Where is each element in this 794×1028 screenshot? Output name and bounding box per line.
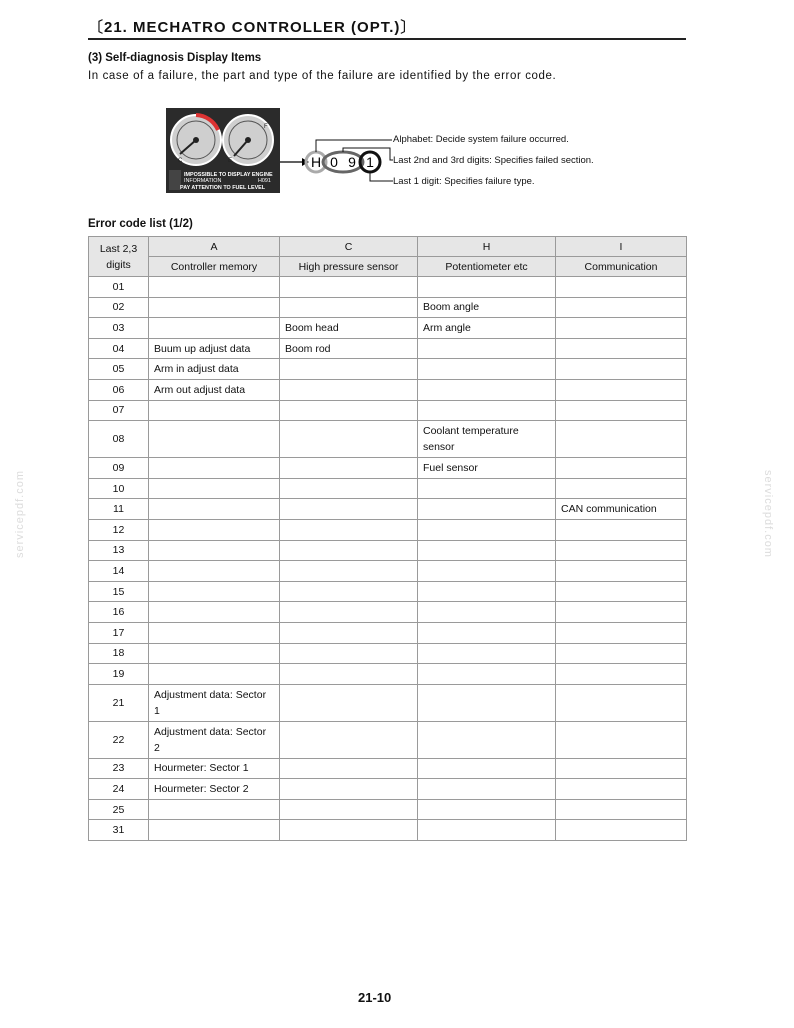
failure-cell [280, 602, 418, 623]
failure-cell: Fuel sensor [418, 458, 556, 479]
svg-text:E: E [228, 158, 233, 164]
failure-cell [556, 779, 687, 800]
table-row [89, 458, 687, 479]
failure-cell: Buum up adjust data [149, 338, 280, 359]
table-row [89, 799, 687, 820]
failure-cell [280, 758, 418, 779]
table-row [89, 540, 687, 561]
failure-cell [418, 643, 556, 664]
column-name-i: Communication [556, 257, 687, 277]
failure-cell [149, 820, 280, 841]
failure-cell [280, 799, 418, 820]
error-code-cell: 08 [89, 421, 149, 458]
error-code-cell: 04 [89, 338, 149, 359]
failure-cell [418, 499, 556, 520]
failure-cell [149, 499, 280, 520]
column-letter-i: I [556, 237, 687, 257]
failure-cell [418, 820, 556, 841]
column-letter-c: C [280, 237, 418, 257]
failure-cell [556, 519, 687, 540]
failure-cell [418, 684, 556, 721]
failure-cell [149, 277, 280, 298]
page-header [88, 14, 686, 40]
error-code-cell: 23 [89, 758, 149, 779]
callout-section-digits: Last 2nd and 3rd digits: Specifies failed section. [393, 155, 594, 166]
table-row [89, 820, 687, 841]
failure-cell [149, 799, 280, 820]
failure-cell: Hourmeter: Sector 2 [149, 779, 280, 800]
corner-label-line1: Last 2,3 [99, 242, 138, 255]
corner-header [89, 237, 149, 277]
code-char-2: 0 [330, 154, 338, 170]
failure-cell [556, 561, 687, 582]
failure-cell [149, 400, 280, 421]
error-code-cell: 09 [89, 458, 149, 479]
callout-type-digit: Last 1 digit: Specifies failure type. [393, 176, 535, 187]
failure-cell [149, 478, 280, 499]
failure-cell [556, 540, 687, 561]
column-letter-h: H [418, 237, 556, 257]
failure-cell: Arm out adjust data [149, 379, 280, 400]
failure-cell [556, 277, 687, 298]
table-row [89, 721, 687, 758]
failure-cell [149, 561, 280, 582]
error-code-table [88, 236, 687, 841]
failure-cell [280, 458, 418, 479]
failure-cell [418, 721, 556, 758]
failure-cell [149, 622, 280, 643]
table-row [89, 581, 687, 602]
table-row [89, 561, 687, 582]
intro-text: In case of a failure, the part and type of the failure are identified by the error code. [88, 70, 557, 82]
failure-cell [556, 458, 687, 479]
error-code-cell: 03 [89, 318, 149, 339]
failure-cell [556, 359, 687, 380]
column-letter-a: A [149, 237, 280, 257]
failure-cell [280, 379, 418, 400]
table-row [89, 622, 687, 643]
failure-cell [418, 602, 556, 623]
error-code-cell: 11 [89, 499, 149, 520]
table-row [89, 499, 687, 520]
failure-cell [280, 684, 418, 721]
failure-cell [556, 799, 687, 820]
section-digits-ring [323, 152, 363, 172]
column-name-a: Controller memory [149, 257, 280, 277]
column-name-h: Potentiometer etc [418, 257, 556, 277]
failure-cell [556, 684, 687, 721]
table-row [89, 779, 687, 800]
failure-cell [556, 643, 687, 664]
failure-cell: Adjustment data: Sector 2 [149, 721, 280, 758]
table-row [89, 338, 687, 359]
failure-cell [149, 458, 280, 479]
failure-cell [556, 664, 687, 685]
failure-cell [280, 421, 418, 458]
error-code-cell: 13 [89, 540, 149, 561]
error-code-cell: 24 [89, 779, 149, 800]
failure-cell [556, 338, 687, 359]
column-name-c: High pressure sensor [280, 257, 418, 277]
failure-cell [149, 664, 280, 685]
failure-cell [280, 622, 418, 643]
failure-cell [418, 561, 556, 582]
error-code-cell: 22 [89, 721, 149, 758]
failure-cell [418, 400, 556, 421]
failure-cell [418, 359, 556, 380]
failure-cell [149, 318, 280, 339]
error-code-cell: 21 [89, 684, 149, 721]
failure-cell [149, 421, 280, 458]
failure-cell: CAN communication [556, 499, 687, 520]
failure-cell [418, 581, 556, 602]
error-code-cell: 19 [89, 664, 149, 685]
error-code-rows [89, 277, 687, 841]
table-caption: Error code list (1/2) [88, 218, 193, 230]
panel-message-3: PAY ATTENTION TO FUEL LEVEL [180, 185, 266, 191]
table-row [89, 379, 687, 400]
failure-cell [280, 561, 418, 582]
code-char-4: 1 [366, 154, 374, 170]
page-number: 21-10 [358, 990, 392, 1005]
panel-message-1: IMPOSSIBLE TO DISPLAY ENGINE [184, 172, 273, 178]
failure-cell [556, 602, 687, 623]
table-row [89, 297, 687, 318]
failure-cell [280, 820, 418, 841]
failure-cell [556, 379, 687, 400]
error-code-cell: 16 [89, 602, 149, 623]
error-code-cell: 06 [89, 379, 149, 400]
error-code-cell: 31 [89, 820, 149, 841]
failure-cell [418, 540, 556, 561]
error-code-cell: 12 [89, 519, 149, 540]
failure-cell [280, 359, 418, 380]
failure-cell [280, 664, 418, 685]
error-code-cell: 15 [89, 581, 149, 602]
table-row [89, 602, 687, 623]
failure-cell [280, 540, 418, 561]
table-row [89, 318, 687, 339]
failure-cell [280, 400, 418, 421]
error-code-cell: 10 [89, 478, 149, 499]
failure-cell: Boom rod [280, 338, 418, 359]
error-code-cell: 01 [89, 277, 149, 298]
failure-cell [556, 421, 687, 458]
failure-cell [418, 277, 556, 298]
failure-cell [280, 779, 418, 800]
table-row [89, 684, 687, 721]
failure-cell [556, 581, 687, 602]
failure-cell [149, 643, 280, 664]
panel-error-code: H091 [258, 178, 271, 184]
callout-alphabet: Alphabet: Decide system failure occurred. [393, 134, 569, 145]
failure-cell [556, 758, 687, 779]
failure-cell [149, 602, 280, 623]
failure-cell [149, 519, 280, 540]
error-code-cell: 02 [89, 297, 149, 318]
table-row [89, 277, 687, 298]
page-title: 〔21. MECHATRO CONTROLLER (OPT.)〕 [88, 19, 417, 36]
failure-cell: Hourmeter: Sector 1 [149, 758, 280, 779]
failure-cell [149, 297, 280, 318]
panel-message-2: INFORMATION [184, 178, 222, 184]
failure-cell [418, 758, 556, 779]
error-code-cell: 07 [89, 400, 149, 421]
failure-cell [556, 820, 687, 841]
failure-cell: Arm angle [418, 318, 556, 339]
failure-cell [280, 499, 418, 520]
svg-text:F: F [264, 124, 268, 130]
callout-line-1 [316, 140, 392, 152]
failure-cell [556, 400, 687, 421]
table-row [89, 519, 687, 540]
failure-cell: Arm in adjust data [149, 359, 280, 380]
code-char-3: 9 [348, 154, 356, 170]
error-code-cell: 05 [89, 359, 149, 380]
error-code-cell: 25 [89, 799, 149, 820]
section-heading: (3) Self-diagnosis Display Items [88, 52, 262, 64]
failure-cell [418, 478, 556, 499]
code-char-1: H [310, 154, 322, 170]
failure-cell [418, 338, 556, 359]
left-gauge-icon [171, 115, 221, 165]
failure-cell [280, 581, 418, 602]
table-row [89, 478, 687, 499]
failure-cell [418, 799, 556, 820]
table-row [89, 359, 687, 380]
error-code-cell: 18 [89, 643, 149, 664]
failure-cell: Boom head [280, 318, 418, 339]
failure-cell: Boom angle [418, 297, 556, 318]
failure-cell [280, 277, 418, 298]
watermark-left: servicepdf.com [14, 470, 26, 558]
failure-cell [556, 622, 687, 643]
error-code-breakdown [280, 128, 400, 190]
failure-cell [418, 519, 556, 540]
failure-cell [280, 643, 418, 664]
failure-cell [280, 297, 418, 318]
error-code-cell: 17 [89, 622, 149, 643]
failure-cell [556, 318, 687, 339]
watermark-right: servicepdf.com [762, 470, 774, 558]
failure-cell [418, 779, 556, 800]
table-row [89, 400, 687, 421]
failure-cell [556, 478, 687, 499]
failure-cell [418, 379, 556, 400]
failure-cell [418, 664, 556, 685]
failure-cell [280, 721, 418, 758]
failure-cell [280, 519, 418, 540]
failure-cell [149, 540, 280, 561]
table-row [89, 758, 687, 779]
svg-text:C: C [178, 158, 183, 164]
failure-cell [556, 721, 687, 758]
failure-cell [556, 297, 687, 318]
error-code-cell: 14 [89, 561, 149, 582]
callout-line-3 [370, 172, 393, 181]
corner-label-line2: digits [106, 258, 131, 271]
table-row [89, 421, 687, 458]
failure-cell [149, 581, 280, 602]
failure-cell [280, 478, 418, 499]
failure-cell [418, 622, 556, 643]
monitor-display-figure [166, 108, 280, 193]
right-gauge-icon [223, 115, 273, 165]
table-row [89, 643, 687, 664]
failure-cell: Adjustment data: Sector 1 [149, 684, 280, 721]
failure-cell: Coolant temperature sensor [418, 421, 556, 458]
table-row [89, 664, 687, 685]
